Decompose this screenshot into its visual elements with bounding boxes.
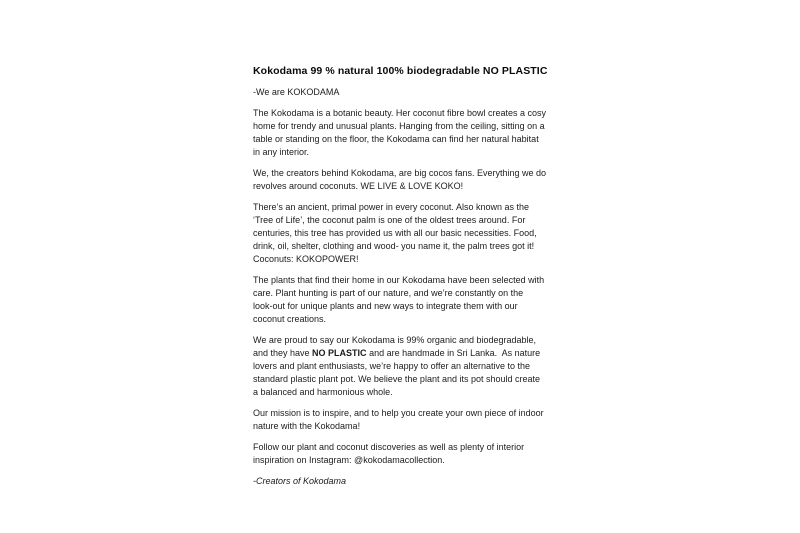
paragraph-mission: Our mission is to inspire, and to help you create your own piece of indoor nature with the Kokodama!	[253, 408, 544, 431]
signature-line: -Creators of Kokodama	[253, 476, 347, 486]
no-plastic-bold-text: NO PLASTIC	[312, 348, 367, 358]
paragraph-proud-pre: We are proud to say our Kokodama is 99% organic and biodegradable, and they have	[253, 335, 537, 358]
paragraph-follow: Follow our plant and coconut discoveries as well as plenty of interior inspiration on Instagram: @kokodamacollection.	[253, 442, 525, 465]
document-content	[253, 64, 583, 496]
paragraph-proud-post: and are handmade in Sri Lanka. As nature lovers and plant enthusiasts, we’re happy to offer an alternative to the standard plastic plant pot. We believe the plant and its pot should create a balanced and harmonious whole.	[253, 348, 541, 397]
paragraph-tree-of-life: There’s an ancient, primal power in every coconut. Also known as the ‘Tree of Life’, the coconut palm is one of the oldest trees around. For centuries, this tree has provided us with all our basic necessities. Food, drink, oil, shelter, clothing and wood- you name it, the palm trees got it! Coconuts: KOKOPOWER!	[253, 202, 537, 264]
paragraph-botanic-beauty: The Kokodama is a botanic beauty. Her coconut fibre bowl creates a cosy home for trendy and unusual plants. Hanging from the ceiling, sitting on a table or standing on the floor, the Kokodama can find her natural habitat in any interior.	[253, 108, 546, 157]
intro-line: -We are KOKODAMA	[253, 87, 340, 97]
paragraph-plants: The plants that find their home in our Kokodama have been selected with care. Plant hunting is part of our nature, and we’re constantly on the look-out for unique plants and new ways to integrate them with our coconut creations.	[253, 275, 545, 324]
paragraph-creators: We, the creators behind Kokodama, are big cocos fans. Everything we do revolves around coconuts. WE LIVE & LOVE KOKO!	[253, 168, 546, 191]
page-title: Kokodama 99 % natural 100% biodegradable NO PLASTIC	[253, 65, 548, 77]
paragraph-proud	[253, 334, 583, 399]
